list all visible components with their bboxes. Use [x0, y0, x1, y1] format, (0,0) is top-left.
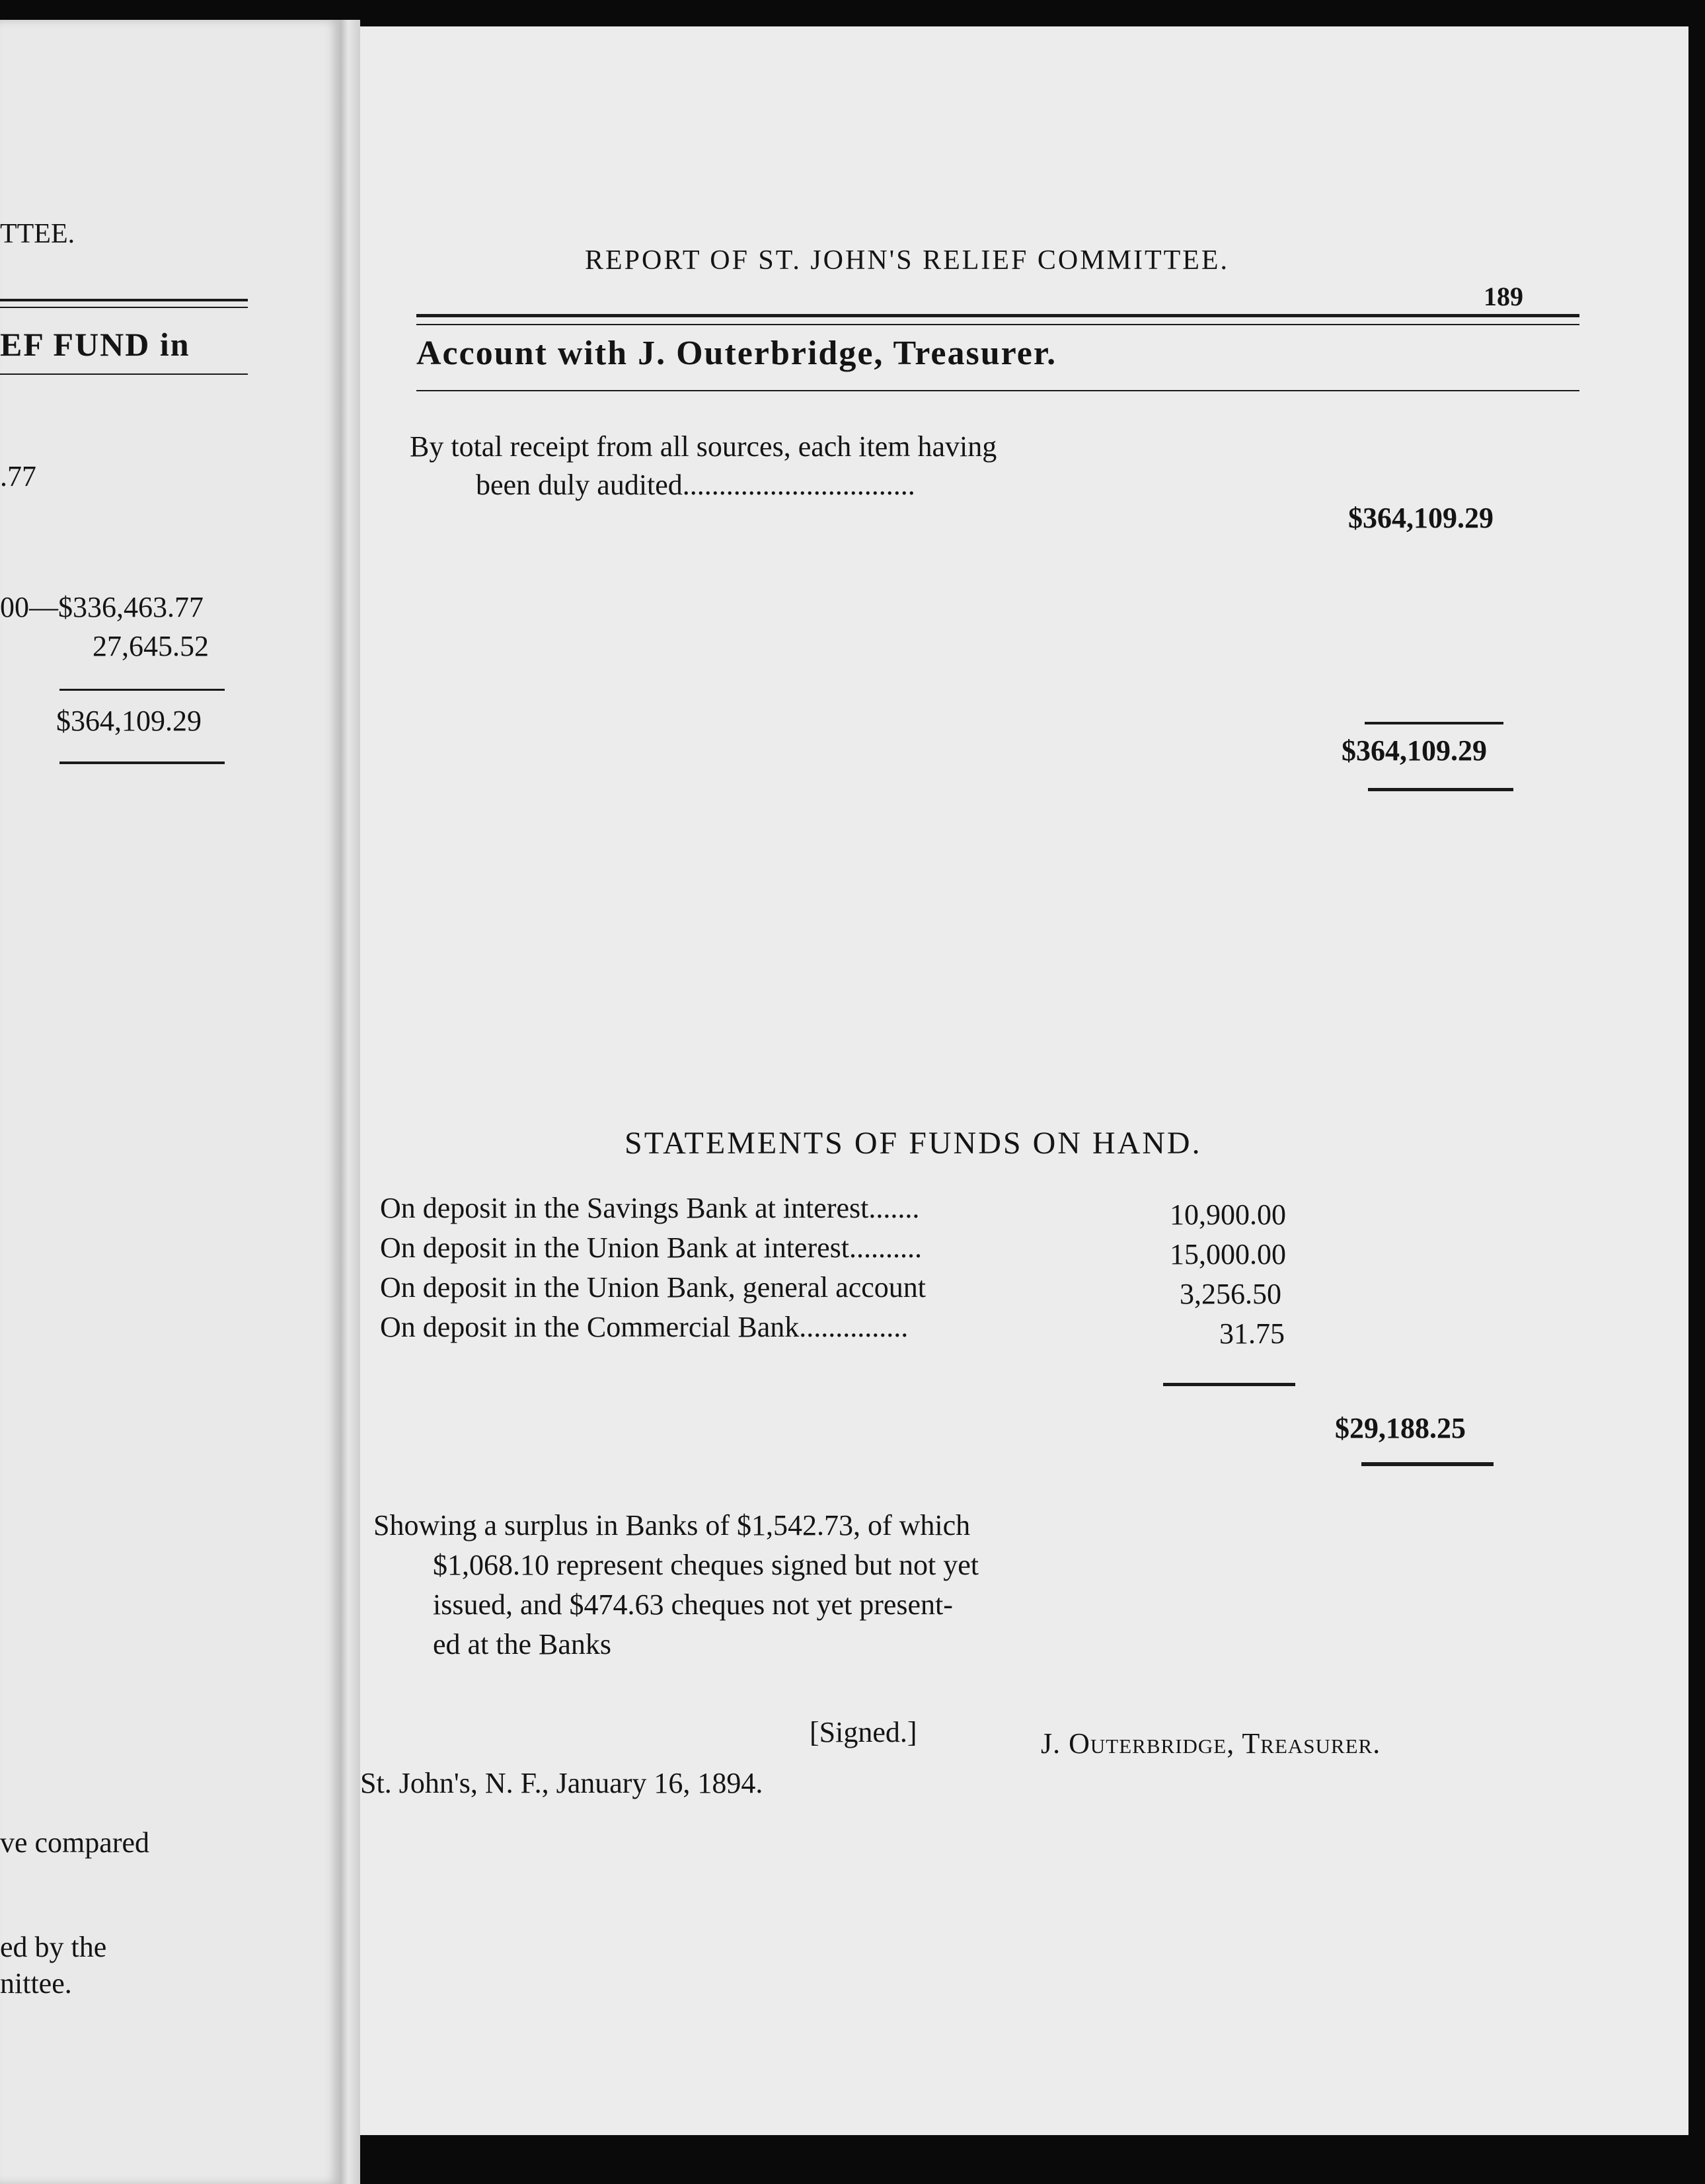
surplus-line-4: ed at the Banks — [433, 1628, 612, 1660]
left-header-fragment: TTEE. — [0, 219, 75, 249]
left-total: $364,109.29 — [56, 705, 202, 737]
signed-label: [Signed.] — [810, 1716, 917, 1748]
surplus-line-2: $1,068.10 represent cheques signed but not yet — [433, 1549, 979, 1581]
account-title: Account with J. Outerbridge, Treasurer. — [416, 334, 1057, 372]
page-number: 189 — [1484, 282, 1523, 311]
left-fragment-2: ed by the — [0, 1931, 107, 1963]
left-rule-top — [0, 299, 248, 301]
left-value-3: 27,645.52 — [93, 630, 209, 662]
left-title-fragment: EF FUND in — [0, 326, 190, 363]
statement-heading: STATEMENTS OF FUNDS ON HAND. — [625, 1126, 1202, 1161]
left-value-2: 00—$336,463.77 — [0, 591, 204, 623]
statement-row-label-3: On deposit in the Union Bank, general account — [380, 1271, 927, 1304]
receipt-amount: $364,109.29 — [1348, 502, 1494, 534]
statement-row-amount-2: 15,000.00 — [1170, 1238, 1286, 1270]
rule-below-title — [416, 390, 1579, 391]
left-rule-top-2 — [0, 307, 248, 308]
rule-above-title — [416, 314, 1579, 317]
book-gutter — [340, 20, 360, 2184]
receipt-total: $364,109.29 — [1342, 734, 1487, 767]
statement-total-rule — [1361, 1462, 1494, 1466]
statement-total: $29,188.25 — [1335, 1412, 1466, 1444]
left-page — [0, 20, 340, 2184]
receipt-sum-rule — [1365, 722, 1503, 724]
statement-row-label-2: On deposit in the Union Bank at interest.......... — [380, 1231, 922, 1264]
left-fragment-3: nittee. — [0, 1967, 72, 2000]
running-head: REPORT OF ST. JOHN'S RELIEF COMMITTEE. — [585, 245, 1230, 276]
statement-row-amount-4: 31.75 — [1219, 1317, 1285, 1350]
left-fragment-1: ve compared — [0, 1826, 149, 1859]
receipt-line-1: By total receipt from all sources, each item having — [410, 430, 997, 463]
surplus-line-1: Showing a surplus in Banks of $1,542.73, of which — [373, 1509, 971, 1541]
rule-above-title-2 — [416, 324, 1579, 325]
place-date: St. John's, N. F., January 16, 1894. — [360, 1767, 763, 1799]
statement-sum-rule — [1163, 1383, 1295, 1386]
left-rule-title — [0, 373, 248, 375]
statement-row-amount-1: 10,900.00 — [1170, 1198, 1286, 1231]
statement-row-amount-3: 3,256.50 — [1180, 1278, 1281, 1310]
left-value-1: .77 — [0, 460, 36, 492]
receipt-total-rule — [1368, 788, 1513, 791]
surplus-line-3: issued, and $474.63 cheques not yet present- — [433, 1588, 953, 1621]
right-page — [360, 26, 1688, 2135]
signatory: J. Outerbridge, Treasurer. — [1041, 1727, 1381, 1760]
left-rule-total — [59, 761, 225, 764]
statement-row-label-1: On deposit in the Savings Bank at interest....... — [380, 1192, 920, 1224]
receipt-line-2: been duly audited................................ — [476, 469, 915, 501]
statement-row-label-4: On deposit in the Commercial Bank............... — [380, 1311, 909, 1343]
left-rule-sum — [59, 689, 225, 691]
